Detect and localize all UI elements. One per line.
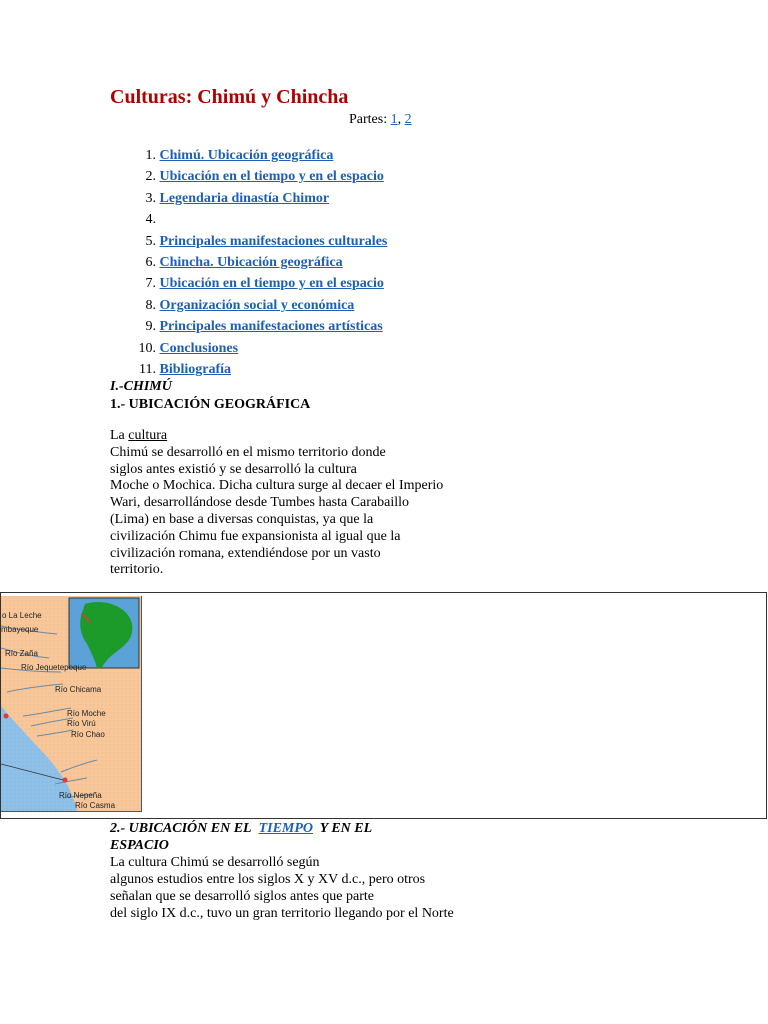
heading-part: 2.- UBICACIÓN EN EL (110, 821, 252, 836)
map-label: mbayeque (1, 625, 39, 634)
chimu-region-map (1, 596, 141, 811)
toc-number: 6. (145, 254, 156, 270)
toc-number: 2. (145, 169, 156, 185)
toc-number: 8. (145, 297, 156, 313)
part-link-1[interactable]: 1 (390, 112, 398, 127)
map-label: Río Jequetepeque (21, 663, 87, 672)
city-marker (63, 778, 68, 783)
paragraph-line: Moche o Mochica. Dicha cultura surge al decaer el Imperio (110, 478, 444, 494)
paragraph-line: del siglo IX d.c., tuvo un gran territorio llegando por el Norte (110, 906, 454, 921)
toc-item (110, 231, 387, 252)
paragraph-first-word: La (110, 428, 125, 443)
toc-link[interactable]: Conclusiones (159, 340, 239, 356)
toc-item (110, 252, 387, 273)
paragraph-ubicacion (110, 428, 510, 579)
paragraph-line: civilización romana, extendiéndose por un vasto (110, 545, 381, 561)
toc-item (110, 338, 387, 359)
toc-link[interactable]: Principales manifestaciones artísticas (159, 319, 383, 335)
toc-link[interactable]: Chincha. Ubicación geográfica (159, 254, 343, 270)
map-label: o La Leche (2, 611, 42, 620)
toc-number: 3. (145, 190, 156, 206)
toc-item (110, 209, 387, 230)
toc-item (110, 316, 387, 337)
section-heading-chimu: I.-CHIMÚ (110, 379, 172, 394)
paragraph-tiempo (110, 854, 454, 922)
section-subheading-ubicacion: 1.- UBICACIÓN GEOGRÁFICA (110, 397, 311, 412)
paragraph-line: siglos antes existió y se desarrolló la cultura (110, 461, 357, 477)
inset-south-america-map (69, 598, 139, 668)
paragraph-line: (Lima) en base a diversas conquistas, ya que la (110, 511, 374, 527)
paragraph-line: algunos estudios entre los siglos X y XV d.c., pero otros (110, 872, 426, 887)
toc-number: 1. (145, 148, 156, 163)
toc-number: 9. (145, 319, 156, 335)
toc-number: 7. (145, 276, 156, 292)
paragraph-line: Wari, desarrollándose desde Tumbes hasta Carabaillo (110, 495, 410, 511)
toc-item (110, 273, 387, 294)
toc-item (110, 166, 387, 187)
map-label: Río Casma (75, 801, 116, 810)
toc-link[interactable]: Organización social y económica (159, 297, 355, 313)
toc-number: 5. (145, 233, 156, 249)
page-title: Culturas: Chimú y Chincha (110, 86, 349, 108)
parts-label: Partes: (349, 112, 388, 127)
heading-part: Y EN EL (319, 821, 373, 836)
section-heading-tiempo (110, 820, 430, 854)
toc-number: 4. (145, 212, 156, 228)
toc-item (110, 359, 387, 380)
toc-item (110, 188, 387, 209)
parts-nav: Partes: 1, 2 (349, 112, 412, 127)
toc-item (110, 145, 387, 166)
toc-link[interactable]: Ubicación en el tiempo y en el espacio (159, 169, 384, 185)
table-of-contents (110, 145, 387, 380)
toc-link[interactable]: Principales manifestaciones culturales (159, 233, 388, 249)
map-label: Río Moche (67, 709, 106, 718)
map-frame (0, 592, 767, 819)
map-label: Río Chicama (55, 685, 102, 694)
map-image (1, 596, 142, 812)
toc-number: 10. (138, 340, 156, 356)
paragraph-line: señalan que se desarrolló siglos antes que parte (110, 889, 374, 904)
paragraph-line: territorio. (110, 562, 164, 578)
paragraph-line: Chimú se desarrolló en el mismo territorio donde (110, 444, 386, 460)
toc-link[interactable]: Legendaria dinastía Chimor (159, 190, 330, 206)
heading-part: ESPACIO (110, 838, 169, 853)
cultura-link[interactable]: cultura (128, 428, 168, 443)
paragraph-line: La cultura Chimú se desarrolló según (110, 855, 320, 870)
toc-link[interactable]: Bibliografía (159, 361, 232, 377)
paragraph-line: civilización Chimu fue expansionista al igual que la (110, 528, 401, 544)
map-label: Río Virú (67, 719, 96, 728)
part-link-2[interactable]: 2 (404, 112, 412, 127)
toc-link[interactable]: Ubicación en el tiempo y en el espacio (159, 276, 384, 292)
tiempo-link[interactable]: TIEMPO (258, 821, 314, 836)
map-label: Río Zaña (5, 649, 38, 658)
toc-item (110, 295, 387, 316)
map-label: Río Chao (71, 730, 105, 739)
toc-link[interactable]: Chimú. Ubicación geográfica (159, 148, 334, 163)
city-marker (4, 714, 9, 719)
toc-number: 11. (139, 361, 156, 377)
map-label: Río Nepeña (59, 791, 102, 800)
